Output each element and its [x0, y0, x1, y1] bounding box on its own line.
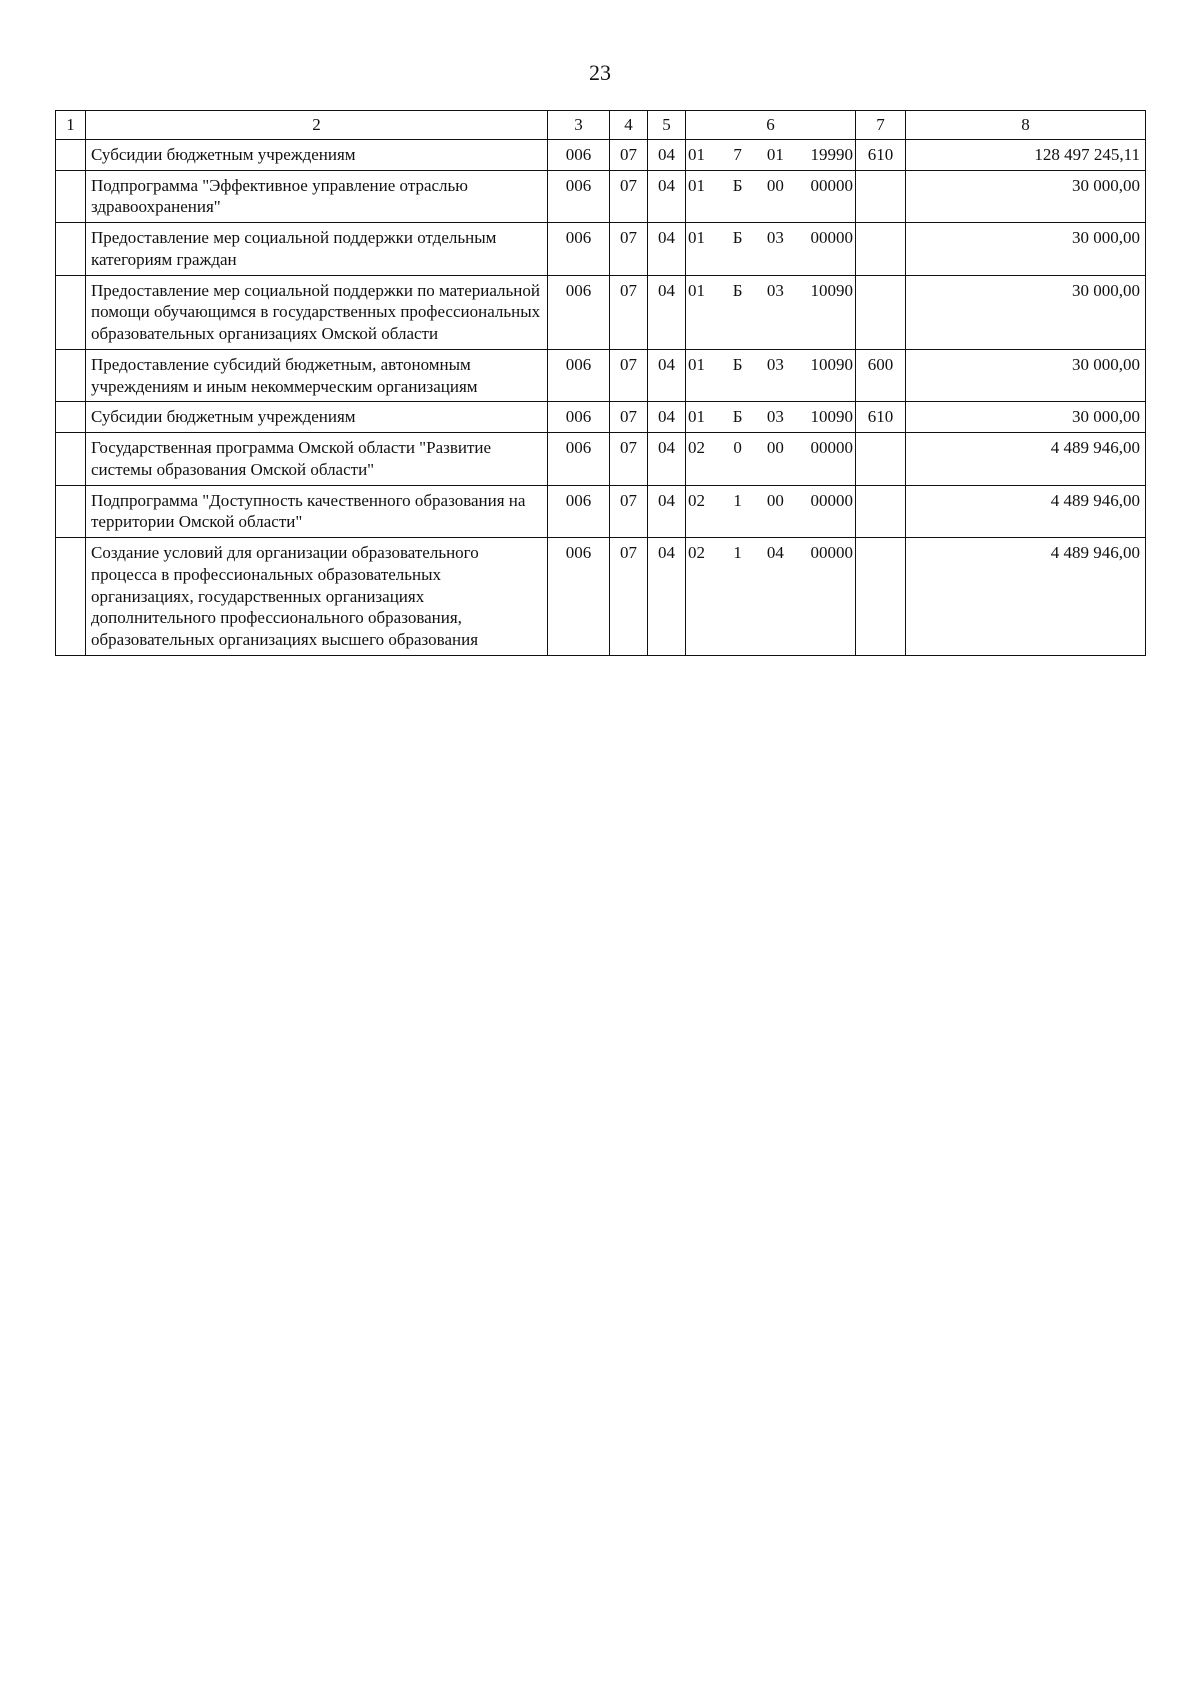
target-direction: 00000: [810, 438, 853, 457]
target-event: 03: [766, 228, 784, 247]
row-target-cell: [686, 433, 856, 486]
row-section-cell: 07: [610, 485, 648, 538]
target-event: 04: [766, 543, 784, 562]
row-code-cell: 006: [548, 170, 610, 223]
row-subsection-cell: 04: [648, 170, 686, 223]
header-col-2: 2: [86, 111, 548, 140]
row-code-cell: 006: [548, 223, 610, 276]
target-event: 03: [766, 354, 784, 374]
target-subprogram: 1: [733, 490, 742, 510]
target-program: 01: [688, 407, 705, 427]
row-name-cell: Субсидии бюджетным учреждениям: [86, 139, 548, 170]
target-subprogram: Б: [732, 354, 743, 374]
row-name-cell: Предоставление субсидий бюджетным, автономным учреждениям и иным некоммерческим организациям: [86, 349, 548, 402]
row-amount-cell: 30 000,00: [906, 402, 1146, 433]
row-section-cell: 07: [610, 402, 648, 433]
target-program: 02: [688, 543, 705, 562]
row-code-cell: 006: [548, 433, 610, 486]
target-program: 02: [688, 490, 705, 510]
target-subprogram: Б: [732, 407, 743, 427]
target-program: 02: [688, 438, 705, 457]
row-subsection-cell: 04: [648, 485, 686, 538]
row-amount-cell: 128 497 245,11: [906, 139, 1146, 170]
target-direction: 00000: [810, 175, 853, 195]
table-row: [56, 433, 1146, 486]
target-subprogram: 7: [733, 144, 742, 164]
row-code-cell: 006: [548, 275, 610, 349]
row-section-cell: 07: [610, 433, 648, 486]
row-code-cell: 006: [548, 349, 610, 402]
row-section-cell: 07: [610, 223, 648, 276]
page-number: 23: [589, 60, 611, 85]
row-section-cell: 07: [610, 275, 648, 349]
row-subsection-cell: 04: [648, 349, 686, 402]
row-code-cell: 006: [548, 485, 610, 538]
row-index-cell: [56, 538, 86, 656]
row-amount-cell: 4 489 946,00: [906, 433, 1146, 486]
target-event: 00: [766, 490, 784, 510]
row-index-cell: [56, 275, 86, 349]
row-expense-type-cell: [856, 485, 906, 538]
row-amount-cell: 30 000,00: [906, 223, 1146, 276]
target-direction: 10090: [810, 280, 853, 300]
row-expense-type-cell: [856, 275, 906, 349]
row-index-cell: [56, 139, 86, 170]
table-row: [56, 275, 1146, 349]
row-subsection-cell: 04: [648, 538, 686, 656]
row-index-cell: [56, 223, 86, 276]
row-target-cell: [686, 485, 856, 538]
header-row: [56, 111, 1146, 140]
row-target-cell: [686, 139, 856, 170]
target-program: 01: [688, 144, 705, 164]
row-expense-type-cell: [856, 538, 906, 656]
row-name-cell: Подпрограмма "Эффективное управление отраслью здравоохранения": [86, 170, 548, 223]
target-direction: 00000: [810, 490, 853, 510]
row-amount-cell: 4 489 946,00: [906, 485, 1146, 538]
header-col-4: 4: [610, 111, 648, 140]
table-row: [56, 170, 1146, 223]
table-body: [56, 139, 1146, 655]
target-direction: 00000: [810, 543, 853, 562]
row-amount-cell: 30 000,00: [906, 275, 1146, 349]
table-row: [56, 139, 1146, 170]
header-col-8: 8: [906, 111, 1146, 140]
row-target-cell: [686, 538, 856, 656]
row-index-cell: [56, 433, 86, 486]
row-target-cell: [686, 349, 856, 402]
target-subprogram: Б: [732, 280, 743, 300]
row-amount-cell: 30 000,00: [906, 170, 1146, 223]
target-program: 01: [688, 228, 705, 247]
header-col-3: 3: [548, 111, 610, 140]
target-direction: 19990: [810, 144, 853, 164]
row-expense-type-cell: 610: [856, 139, 906, 170]
row-name-cell: Подпрограмма "Доступность качественного образования на территории Омской области": [86, 485, 548, 538]
row-index-cell: [56, 485, 86, 538]
header-col-5: 5: [648, 111, 686, 140]
row-subsection-cell: 04: [648, 223, 686, 276]
row-target-cell: [686, 170, 856, 223]
row-subsection-cell: 04: [648, 275, 686, 349]
row-amount-cell: 4 489 946,00: [906, 538, 1146, 656]
row-index-cell: [56, 402, 86, 433]
row-name-cell: Создание условий для организации образовательного процесса в профессиональных образовательных организациях, государственных организациях дополнительного профессионального образования, образовательных организациях высшего образования: [86, 538, 548, 656]
table-row: [56, 485, 1146, 538]
table-row: [56, 402, 1146, 433]
row-code-cell: 006: [548, 538, 610, 656]
target-event: 03: [766, 280, 784, 300]
budget-table: [55, 110, 1146, 656]
row-target-cell: [686, 275, 856, 349]
table-row: [56, 538, 1146, 656]
target-program: 01: [688, 280, 705, 300]
target-event: 00: [766, 438, 784, 457]
row-name-cell: Государственная программа Омской области "Развитие системы образования Омской области": [86, 433, 548, 486]
row-section-cell: 07: [610, 139, 648, 170]
row-expense-type-cell: 600: [856, 349, 906, 402]
row-name-cell: Предоставление мер социальной поддержки по материальной помощи обучающимся в государственных профессиональных образовательных организациях Омской области: [86, 275, 548, 349]
row-name-cell: Предоставление мер социальной поддержки отдельным категориям граждан: [86, 223, 548, 276]
target-subprogram: Б: [732, 175, 743, 195]
target-direction: 10090: [810, 354, 853, 374]
target-subprogram: Б: [732, 228, 743, 247]
row-amount-cell: 30 000,00: [906, 349, 1146, 402]
row-expense-type-cell: [856, 223, 906, 276]
header-col-1: 1: [56, 111, 86, 140]
row-section-cell: 07: [610, 170, 648, 223]
row-expense-type-cell: 610: [856, 402, 906, 433]
target-direction: 10090: [810, 407, 853, 427]
row-target-cell: [686, 402, 856, 433]
row-name-cell: Субсидии бюджетным учреждениям: [86, 402, 548, 433]
target-event: 01: [766, 144, 784, 164]
row-code-cell: 006: [548, 139, 610, 170]
header-col-6: 6: [686, 111, 856, 140]
row-expense-type-cell: [856, 170, 906, 223]
target-subprogram: 0: [733, 438, 742, 457]
target-program: 01: [688, 175, 705, 195]
row-section-cell: 07: [610, 538, 648, 656]
row-subsection-cell: 04: [648, 139, 686, 170]
row-target-cell: [686, 223, 856, 276]
target-subprogram: 1: [733, 543, 742, 562]
target-program: 01: [688, 354, 705, 374]
target-event: 00: [766, 175, 784, 195]
row-expense-type-cell: [856, 433, 906, 486]
row-index-cell: [56, 170, 86, 223]
row-code-cell: 006: [548, 402, 610, 433]
target-event: 03: [766, 407, 784, 427]
target-direction: 00000: [810, 228, 853, 247]
table-row: [56, 349, 1146, 402]
table-row: [56, 223, 1146, 276]
row-index-cell: [56, 349, 86, 402]
header-col-7: 7: [856, 111, 906, 140]
row-section-cell: 07: [610, 349, 648, 402]
row-subsection-cell: 04: [648, 433, 686, 486]
row-subsection-cell: 04: [648, 402, 686, 433]
